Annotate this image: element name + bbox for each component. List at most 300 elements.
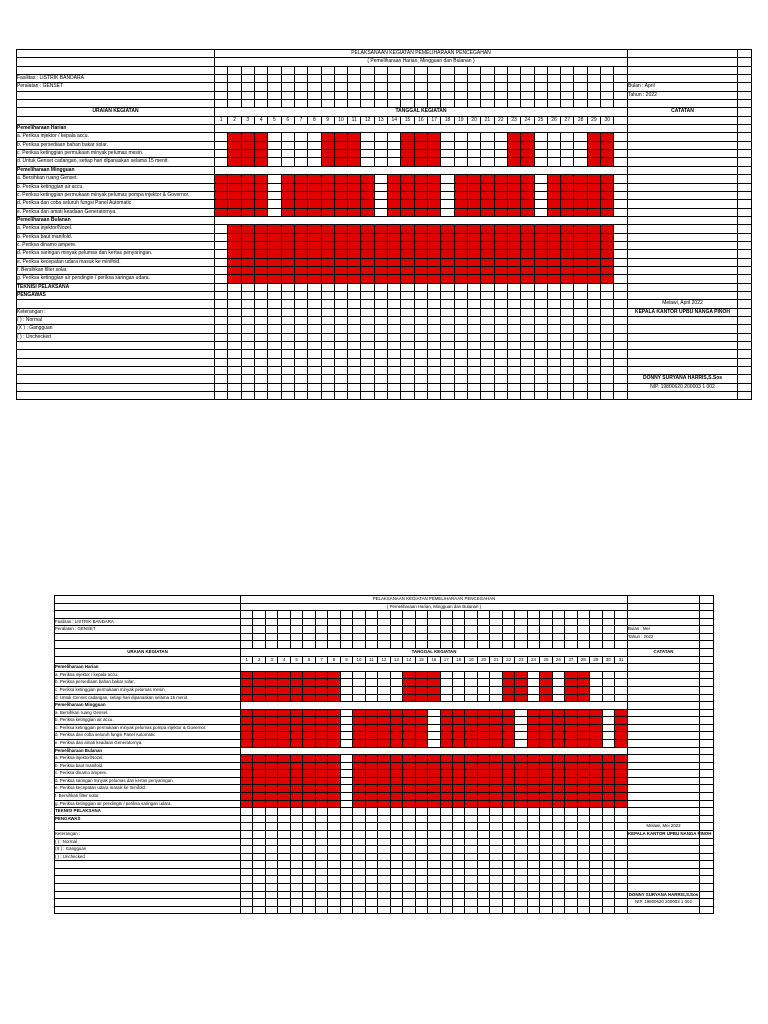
day-cell [507, 358, 520, 366]
day-cell [601, 75, 614, 83]
day-cell [365, 762, 377, 770]
day-cell [467, 200, 480, 208]
day-cell [587, 225, 600, 233]
day-cell [241, 367, 254, 375]
day-cell [334, 75, 347, 83]
day-cell [328, 679, 340, 687]
day-cell [441, 266, 454, 274]
day-cell [253, 724, 265, 732]
day-cell [590, 755, 602, 763]
day-cell [601, 333, 614, 341]
day-cell [614, 150, 628, 158]
day-cell [348, 75, 361, 83]
table-row [55, 830, 714, 838]
day-cell [403, 815, 415, 823]
day-cell [353, 838, 365, 846]
day-cell [587, 342, 600, 350]
day-cell [590, 883, 602, 891]
day-cell [547, 233, 560, 241]
day-number: 9 [321, 116, 334, 124]
day-cell [515, 800, 527, 808]
day-cell [268, 175, 281, 183]
day-number: 26 [552, 656, 564, 664]
day-cell [278, 671, 290, 679]
table-row [17, 191, 752, 199]
day-cell [602, 823, 614, 831]
day-cell [561, 200, 574, 208]
day-cell [494, 75, 507, 83]
day-cell [552, 891, 564, 899]
day-cell [454, 75, 467, 83]
table-row [17, 225, 752, 233]
day-cell [340, 838, 352, 846]
day-cell [477, 777, 489, 785]
day-cell [328, 891, 340, 899]
day-cell [441, 325, 454, 333]
day-cell [290, 899, 302, 907]
day-cell [215, 325, 228, 333]
day-cell [253, 626, 265, 634]
day-cell [481, 83, 494, 91]
day-cell [494, 208, 507, 216]
day-cell [494, 66, 507, 74]
day-cell [365, 770, 377, 778]
day-number: 13 [390, 656, 402, 664]
day-cell [521, 358, 534, 366]
day-cell [265, 724, 277, 732]
day-cell [577, 732, 589, 740]
day-cell [228, 258, 241, 266]
day-cell [414, 291, 427, 299]
section-heading: Pemeliharaan Mingguan [17, 166, 215, 174]
day-cell [587, 191, 600, 199]
day-cell [348, 383, 361, 391]
section-heading: Pemeliharaan Mingguan [55, 702, 241, 710]
day-cell [465, 633, 477, 641]
day-cell [441, 300, 454, 308]
tanggal-header: TANGGAL KEGIATAN [215, 108, 628, 116]
day-cell [348, 150, 361, 158]
day-cell [365, 709, 377, 717]
day-cell [365, 671, 377, 679]
day-cell [228, 333, 241, 341]
day-cell [253, 868, 265, 876]
day-cell [401, 191, 414, 199]
day-number: 28 [574, 116, 587, 124]
day-cell [534, 283, 547, 291]
day-cell [403, 899, 415, 907]
day-cell [281, 300, 294, 308]
day-cell [465, 739, 477, 747]
day-cell [565, 762, 577, 770]
day-cell [565, 830, 577, 838]
day-cell [414, 350, 427, 358]
day-cell [348, 225, 361, 233]
day-cell [502, 861, 514, 869]
day-cell [340, 785, 352, 793]
day-cell [308, 225, 321, 233]
day-cell [614, 325, 628, 333]
day-cell [254, 325, 267, 333]
day-cell [403, 883, 415, 891]
day-cell [441, 317, 454, 325]
day-number: 22 [502, 656, 514, 664]
day-cell [494, 275, 507, 283]
day-cell [315, 800, 327, 808]
margin-cell [738, 325, 752, 333]
day-cell [403, 853, 415, 861]
day-cell [228, 367, 241, 375]
day-cell [315, 823, 327, 831]
day-cell [452, 853, 464, 861]
keterangan-label: Keterangan : [55, 830, 241, 838]
activity-label: a. Periksa injektor / kepala accu. [55, 671, 241, 679]
day-cell [215, 283, 228, 291]
day-cell [494, 200, 507, 208]
day-cell [315, 641, 327, 649]
day-cell [428, 770, 440, 778]
day-number: 1 [241, 656, 253, 664]
day-cell [321, 175, 334, 183]
place-date: Melawi, Mei 2022 [628, 823, 700, 831]
day-cell [587, 383, 600, 391]
day-cell [615, 717, 628, 725]
section-heading: Pemeliharaan Bulanan [17, 216, 215, 224]
day-cell [414, 100, 427, 108]
day-cell [308, 258, 321, 266]
note-cell [628, 116, 738, 124]
note-cell [628, 747, 700, 755]
day-cell [401, 83, 414, 91]
day-cell [403, 785, 415, 793]
day-cell [321, 383, 334, 391]
day-number: 5 [290, 656, 302, 664]
day-cell [403, 838, 415, 846]
day-cell [215, 383, 228, 391]
day-cell [294, 175, 307, 183]
day-cell [515, 694, 527, 702]
table-row [17, 75, 752, 83]
day-cell [414, 91, 427, 99]
day-cell [328, 815, 340, 823]
day-cell [268, 83, 281, 91]
day-cell [414, 150, 427, 158]
day-cell [278, 770, 290, 778]
day-cell [241, 317, 254, 325]
day-cell [253, 709, 265, 717]
day-cell [527, 883, 539, 891]
day-cell [278, 846, 290, 854]
day-cell [361, 200, 374, 208]
day-cell [490, 709, 502, 717]
day-cell [228, 392, 241, 400]
day-cell [265, 762, 277, 770]
activity-label: a. Bersihkan ruang Genset. [17, 175, 215, 183]
day-cell [452, 906, 464, 914]
day-cell [540, 762, 552, 770]
day-cell [401, 141, 414, 149]
day-cell [254, 225, 267, 233]
day-cell [534, 358, 547, 366]
day-cell [521, 317, 534, 325]
day-cell [415, 861, 427, 869]
day-cell [521, 75, 534, 83]
day-cell [361, 308, 374, 316]
day-cell [401, 225, 414, 233]
day-cell [278, 694, 290, 702]
day-cell [361, 275, 374, 283]
signer-name: DONNY SURYANA HARRIS,S.Sos [628, 375, 738, 383]
day-cell [378, 800, 390, 808]
day-cell [414, 175, 427, 183]
day-cell [334, 283, 347, 291]
day-cell [490, 694, 502, 702]
day-cell [521, 258, 534, 266]
fasilitas-label: Fasilitas : LISTRIK BANDARA [55, 618, 241, 626]
day-cell [308, 208, 321, 216]
day-cell [527, 808, 539, 816]
day-cell [452, 724, 464, 732]
day-cell [601, 150, 614, 158]
day-cell [428, 861, 440, 869]
note-cell [628, 694, 700, 702]
catatan-header: CATATAN [628, 649, 700, 657]
day-cell [390, 739, 402, 747]
table-row [55, 649, 714, 657]
day-cell [321, 283, 334, 291]
day-cell [440, 686, 452, 694]
margin-cell [700, 906, 714, 914]
day-cell [587, 100, 600, 108]
day-cell [565, 815, 577, 823]
day-cell [587, 233, 600, 241]
day-cell [414, 333, 427, 341]
day-cell [294, 266, 307, 274]
day-number: 11 [365, 656, 377, 664]
day-cell [215, 133, 228, 141]
day-cell [467, 283, 480, 291]
day-cell [414, 200, 427, 208]
day-cell [502, 777, 514, 785]
day-cell [454, 175, 467, 183]
day-cell [587, 183, 600, 191]
day-cell [281, 158, 294, 166]
note-cell [628, 861, 700, 869]
table-row [55, 656, 714, 664]
day-cell [587, 141, 600, 149]
day-cell [241, 350, 254, 358]
day-cell [378, 739, 390, 747]
day-cell [465, 876, 477, 884]
day-cell [253, 876, 265, 884]
day-cell [414, 233, 427, 241]
day-cell [268, 241, 281, 249]
note-cell [628, 739, 700, 747]
day-cell [365, 838, 377, 846]
day-cell [428, 838, 440, 846]
table-row [55, 739, 714, 747]
activity-label: e. Periksa dan amati keadaan Generatornya. [55, 739, 241, 747]
day-cell [254, 358, 267, 366]
note-cell [628, 75, 738, 83]
day-cell [401, 158, 414, 166]
day-cell [361, 100, 374, 108]
day-cell [334, 300, 347, 308]
day-cell [321, 191, 334, 199]
day-cell [547, 317, 560, 325]
day-cell [527, 838, 539, 846]
day-cell [390, 793, 402, 801]
day-cell [614, 158, 628, 166]
day-cell [502, 739, 514, 747]
day-cell [521, 150, 534, 158]
day-number: 23 [507, 116, 520, 124]
day-cell [601, 241, 614, 249]
day-cell [561, 325, 574, 333]
day-cell [334, 141, 347, 149]
day-cell [534, 208, 547, 216]
day-cell [428, 333, 441, 341]
margin-cell [700, 724, 714, 732]
day-cell [540, 732, 552, 740]
activity-label: g. Periksa ketinggian air pendingin / periksa saringan udara. [17, 275, 215, 283]
sheet-subtitle: ( Pemeliharaan Harian, Mingguan dan Bulanan ) [241, 603, 628, 611]
note-cell [628, 853, 700, 861]
pengawas-label: PENGAWAS [17, 291, 215, 299]
day-cell [590, 838, 602, 846]
margin-cell [700, 800, 714, 808]
day-cell [428, 250, 441, 258]
day-cell [254, 233, 267, 241]
bulan-label: Bulan : April [628, 83, 738, 91]
day-cell [353, 755, 365, 763]
day-cell [290, 815, 302, 823]
day-cell [590, 709, 602, 717]
day-cell [601, 225, 614, 233]
day-cell [601, 141, 614, 149]
day-cell [321, 208, 334, 216]
day-cell [268, 266, 281, 274]
day-cell [415, 770, 427, 778]
day-cell [428, 891, 440, 899]
day-cell [454, 300, 467, 308]
note-cell [628, 208, 738, 216]
day-cell [590, 671, 602, 679]
day-cell [515, 770, 527, 778]
note-cell [628, 717, 700, 725]
day-cell [315, 838, 327, 846]
day-cell [374, 258, 387, 266]
day-cell [361, 367, 374, 375]
day-cell [340, 694, 352, 702]
day-cell [241, 618, 253, 626]
day-cell [452, 671, 464, 679]
day-cell [561, 358, 574, 366]
day-cell [565, 793, 577, 801]
note-cell [628, 611, 700, 619]
day-cell [340, 823, 352, 831]
day-cell [294, 275, 307, 283]
day-cell [515, 808, 527, 816]
day-cell [614, 91, 628, 99]
day-cell [601, 66, 614, 74]
day-cell [334, 133, 347, 141]
day-number: 7 [315, 656, 327, 664]
day-cell [414, 358, 427, 366]
note-cell [628, 166, 738, 174]
day-cell [440, 717, 452, 725]
day-cell [477, 770, 489, 778]
day-cell [561, 91, 574, 99]
margin-cell [738, 291, 752, 299]
signer-nip: NIP. 19800620 200003 1 002 [628, 899, 700, 907]
day-cell [547, 258, 560, 266]
day-cell [388, 333, 401, 341]
day-cell [353, 906, 365, 914]
day-cell [388, 325, 401, 333]
day-cell [587, 317, 600, 325]
day-number: 28 [577, 656, 589, 664]
day-cell [228, 241, 241, 249]
day-cell [321, 225, 334, 233]
margin-cell [738, 375, 752, 383]
note-cell [628, 777, 700, 785]
day-cell [521, 275, 534, 283]
day-cell [241, 671, 253, 679]
day-cell [428, 258, 441, 266]
note-cell [628, 325, 738, 333]
day-cell [294, 325, 307, 333]
day-cell [265, 709, 277, 717]
day-cell [481, 175, 494, 183]
day-cell [465, 785, 477, 793]
margin-cell [700, 823, 714, 831]
day-cell [481, 225, 494, 233]
day-cell [561, 150, 574, 158]
day-cell [241, 891, 253, 899]
day-cell [552, 762, 564, 770]
day-cell [278, 823, 290, 831]
day-cell [294, 83, 307, 91]
day-cell [361, 183, 374, 191]
day-cell [365, 626, 377, 634]
day-cell [440, 853, 452, 861]
day-cell [401, 75, 414, 83]
day-cell [334, 375, 347, 383]
activity-label: b. Periksa persediaan bahan bakar solar. [17, 141, 215, 149]
day-cell [340, 777, 352, 785]
day-cell [452, 861, 464, 869]
day-cell [241, 333, 254, 341]
day-cell [241, 815, 253, 823]
day-cell [361, 250, 374, 258]
day-cell [281, 191, 294, 199]
day-cell [353, 853, 365, 861]
day-cell [507, 367, 520, 375]
day-cell [494, 233, 507, 241]
day-cell [353, 830, 365, 838]
day-cell [590, 739, 602, 747]
day-cell [265, 815, 277, 823]
day-cell [428, 868, 440, 876]
day-cell [290, 611, 302, 619]
day-cell [340, 800, 352, 808]
day-cell [521, 141, 534, 149]
day-cell [465, 883, 477, 891]
day-cell [365, 694, 377, 702]
day-cell [348, 317, 361, 325]
day-cell [340, 626, 352, 634]
